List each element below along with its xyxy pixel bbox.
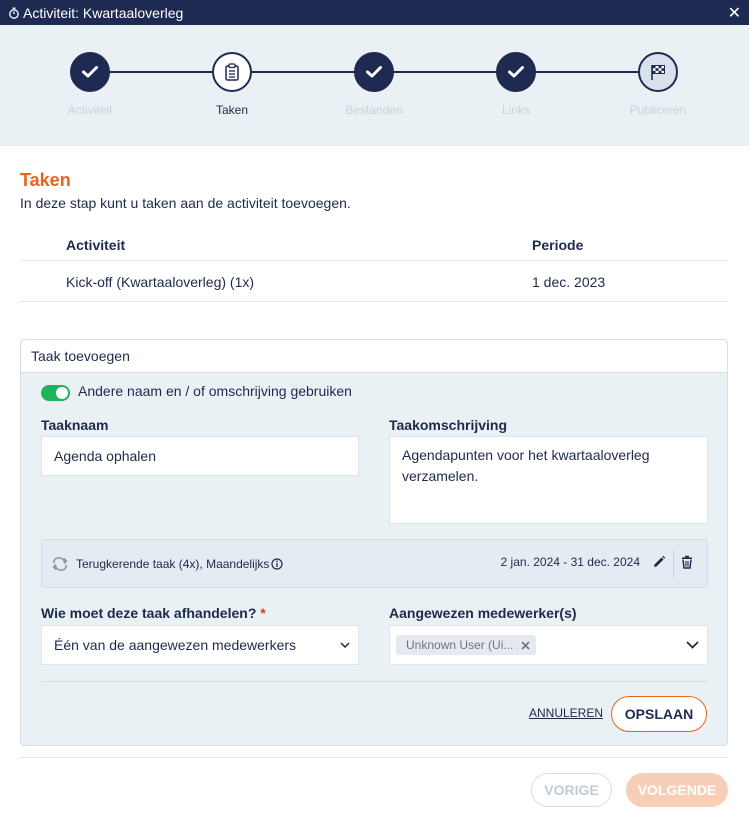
previous-button[interactable]: VORIGE [531,773,612,807]
cancel-button[interactable]: ANNULEREN [529,706,604,720]
table-row [20,261,728,302]
row-period: 1 dec. 2023 [532,274,606,290]
next-button[interactable]: VOLGENDE [626,773,728,807]
step-links[interactable] [496,52,536,92]
chevron-down-icon [340,642,350,648]
toggle-label: Andere naam en / of omschrijving gebruiken [78,383,352,399]
step-label-activiteit: Activiteit [67,103,113,117]
assignees-select[interactable] [389,625,708,665]
task-name-input[interactable]: Agenda ophalen [41,436,359,476]
panel-title: Taak toevoegen [21,340,727,373]
repeat-icon [52,557,68,571]
step-publiceren[interactable] [638,52,678,92]
stopwatch-icon [8,7,20,19]
table-header [20,230,728,261]
info-icon[interactable] [271,558,283,570]
handler-select[interactable] [41,625,359,665]
step-taken[interactable] [212,52,252,92]
check-icon [82,66,98,78]
section-title: Taken [20,170,71,190]
row-activity: Kick-off (Kwartaaloverleg) (1x) [66,274,255,290]
add-task-panel [20,339,728,746]
remove-chip-icon[interactable] [521,641,530,650]
task-description-textarea[interactable]: Agendapunten voor het kwartaaloverleg verzamelen. [389,436,708,524]
recurrence-text: Terugkerende taak (4x), Maandelijks [76,557,270,571]
recurrence-divider [673,550,674,578]
assignee-chip [396,635,536,655]
step-label-publiceren: Publiceren [629,103,687,117]
handler-selected-value: Één van de aangewezen medewerkers [54,637,297,653]
step-label-taken: Taken [215,103,249,117]
recurrence-row [41,539,708,588]
section-subtitle: In deze stap kunt u taken aan de activiteit toevoegen. [20,195,351,211]
handler-label [41,605,266,621]
header-activiteit: Activiteit [66,237,126,253]
task-description-label: Taakomschrijving [389,417,508,433]
window-titlebar [0,0,749,25]
panel-divider [41,681,708,682]
wizard-stepper [0,25,749,146]
handler-label-text: Wie moet deze taak afhandelen? [41,605,257,621]
check-icon [508,66,524,78]
step-activiteit[interactable] [70,52,110,92]
step-label-bestanden: Bestanden [345,103,403,117]
save-button[interactable]: OPSLAAN [611,696,707,732]
checkered-flag-icon [649,63,667,81]
header-periode: Periode [532,237,584,253]
trash-icon[interactable] [681,555,693,569]
recurrence-info [52,557,283,571]
chevron-down-icon[interactable] [686,641,699,649]
check-icon [366,66,382,78]
assignee-chip-label: Unknown User (Ui... [406,638,514,652]
window-title: Activiteit: Kwartaaloverleg [23,4,184,21]
pencil-icon[interactable] [652,555,666,569]
recurrence-period: 2 jan. 2024 - 31 dec. 2024 [500,555,640,569]
custom-name-toggle[interactable] [41,385,70,401]
task-name-label: Taaknaam [41,417,109,433]
step-bestanden[interactable] [354,52,394,92]
clipboard-icon [224,63,240,81]
required-mark: * [260,605,266,621]
footer-divider [20,757,728,758]
close-icon[interactable]: ✕ [727,5,741,22]
step-label-links: Links [501,103,530,117]
activity-table [20,230,728,302]
assignees-label: Aangewezen medewerker(s) [389,605,577,621]
